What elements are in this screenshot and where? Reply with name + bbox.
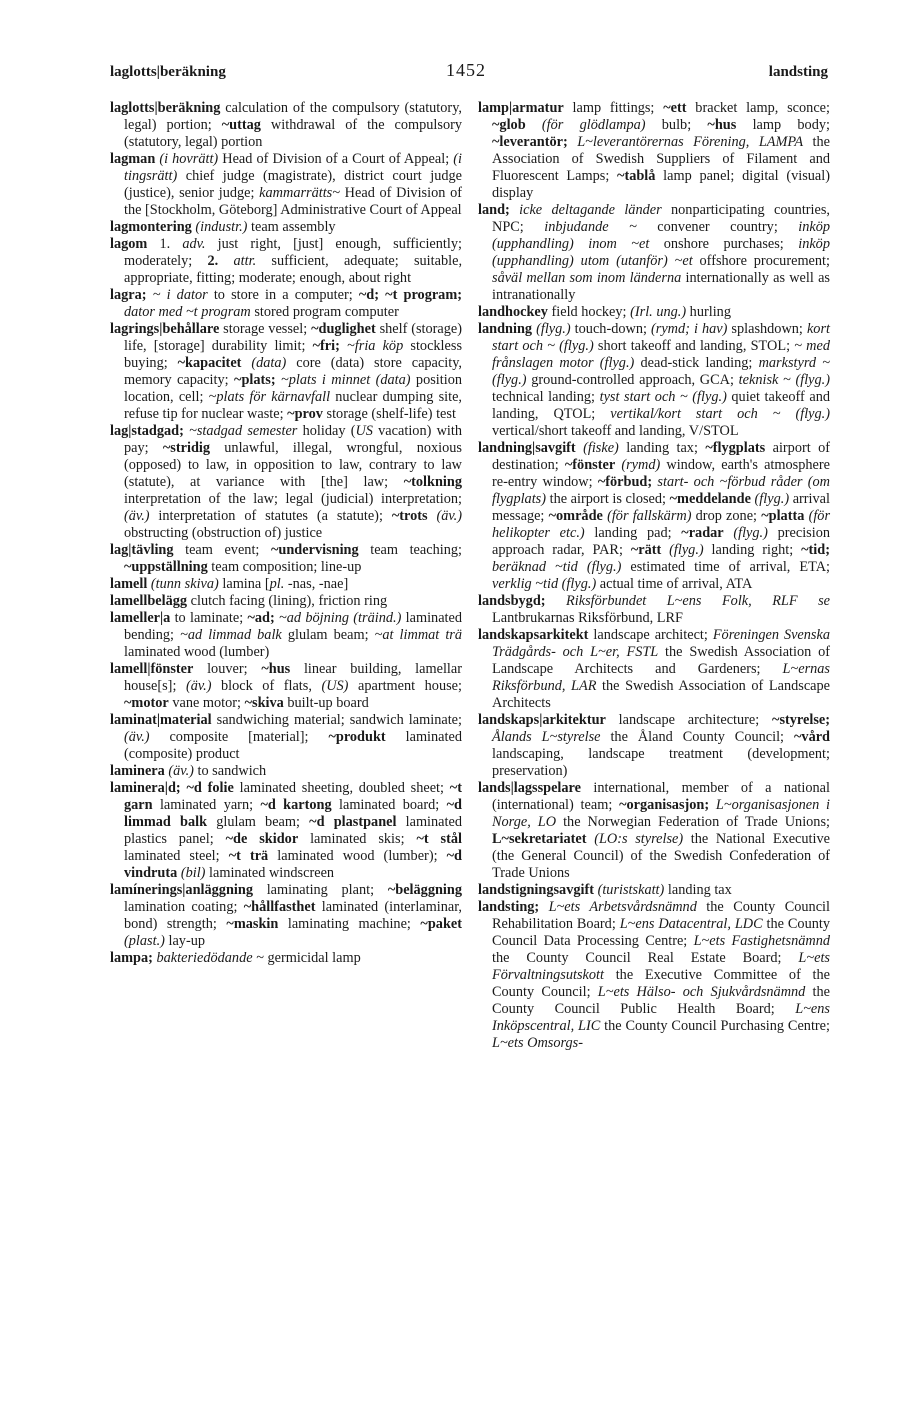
entry-text: the County Council Data Processing Centre; [492, 916, 831, 949]
entry-text: team composition; line-up [207, 559, 362, 575]
entry-text [340, 338, 347, 354]
entry-headword: landning [478, 321, 533, 337]
dictionary-entry [110, 763, 462, 780]
entry-text: lay-up [164, 933, 206, 949]
entry-text: the County Council Purchasing Centre; [600, 1018, 831, 1034]
entry-italic-text: (tunn skiva) [150, 576, 219, 592]
entry-text: apartment house; [348, 678, 462, 694]
entry-italic-text: (rymd) [621, 457, 661, 473]
entry-text: louver; [193, 661, 262, 677]
entry-headword: landhockey [478, 304, 548, 320]
entry-text: team event; [173, 542, 271, 558]
entry-headword: ~de skidor [225, 831, 299, 847]
entry-italic-text: (flyg.) [733, 525, 768, 541]
entry-italic-text: markstyrd ~ (flyg.) [492, 355, 830, 388]
entry-headword: ~leverantör; [492, 134, 568, 150]
entry-text: lamp fittings; [563, 100, 664, 116]
entry-headword: ~område [548, 508, 603, 524]
entry-text: laminated plastics panel; [124, 814, 462, 847]
entry-text: lamp body; [736, 117, 830, 133]
entry-italic-text: (för glödlampa) [541, 117, 646, 133]
dictionary-entry [110, 593, 462, 610]
entry-headword: ~duglighet [311, 321, 376, 337]
entry-text: nuclear dumping site, refuse tip for nuclear waste; [124, 389, 463, 422]
page-number: 1452 [446, 60, 486, 80]
entry-text: stored program computer [250, 304, 399, 320]
entry-italic-text: L~ets Hälso- och Sjukvårdsnämnd [597, 984, 806, 1000]
entry-text: laminated board; [331, 797, 447, 813]
entry-headword: L~sekretariatet [492, 831, 587, 847]
entry-text: hurling [686, 304, 731, 320]
entry-headword: laminera [110, 763, 165, 779]
entry-italic-text: (data) [251, 355, 287, 371]
entry-text [661, 542, 669, 558]
entry-headword: lamellbelägg [110, 593, 188, 609]
entry-headword: laglotts|beräkning [110, 100, 221, 116]
left-column [110, 100, 462, 967]
dictionary-entry [110, 712, 462, 763]
entry-headword: ~radar [681, 525, 724, 541]
dictionary-entry [110, 287, 462, 321]
entry-italic-text: attr. [233, 253, 257, 269]
entry-italic-text: verklig ~tid (flyg.) [492, 576, 597, 592]
entry-headword: 2. [207, 253, 219, 269]
entry-text: actual time of arrival, ATA [596, 576, 753, 592]
entry-headword: ~hållfasthet [243, 899, 316, 915]
entry-text: quiet takeoff and landing, QTOL; [492, 389, 830, 422]
entry-text: field hockey; [547, 304, 631, 320]
entry-italic-text: kort start och ~ (flyg.) [492, 321, 830, 354]
entry-text: the National Executive (the General Council) of the Swedish Confederation of Trade Unions [492, 831, 830, 881]
entry-italic-text: ~ med frånslagen motor (flyg.) [492, 338, 830, 371]
entry-headword: ~tolkning [403, 474, 462, 490]
entry-italic-text: L~ets Arbetsvårdsnämnd [548, 899, 697, 915]
entry-text [241, 355, 251, 371]
entry-headword: lamell [110, 576, 148, 592]
entry-headword: ~t trä [228, 848, 269, 864]
entry-headword: lagmontering [110, 219, 192, 235]
entry-headword: lamínerings|anläggning [110, 882, 253, 898]
entry-text: the County Council Rehabilitation Board; [492, 899, 830, 932]
entry-text: vane motor; [168, 695, 245, 711]
entry-headword: lagrings|behållare [110, 321, 220, 337]
entry-text: window, earth's atmosphere re-entry window; [492, 457, 830, 490]
entry-headword: ~paket [420, 916, 462, 932]
entry-text: the Åland County Council; [600, 729, 794, 745]
entry-text: holiday ( [297, 423, 356, 439]
entry-headword: ~d vindruta [124, 848, 463, 881]
entry-italic-text: (LO:s styrelse) [594, 831, 684, 847]
entry-text: Head of Division of the [Stockholm, Göteborg] Administrative Court of Appeal [124, 185, 462, 218]
entry-text: lamp panel; digital (visual) display [492, 168, 830, 201]
entry-headword: ~glob [492, 117, 526, 133]
dictionary-entry [110, 882, 462, 950]
entry-italic-text: (för helikopter etc.) [492, 508, 831, 541]
entry-headword: lag|stadgad; [110, 423, 184, 439]
entry-text: technical landing; [492, 389, 600, 405]
entry-italic-text: (US) [321, 678, 349, 694]
entry-italic-text: L~ens Datacentral, LDC [619, 916, 763, 932]
dictionary-entry [478, 321, 830, 440]
entry-italic-text: tyst start och ~ (flyg.) [599, 389, 727, 405]
entry-text: glulam beam; [281, 627, 375, 643]
entry-headword: ~tid; [801, 542, 830, 558]
entry-headword: ~tablå [617, 168, 656, 184]
entry-text: germicidal lamp [263, 950, 361, 966]
dictionary-entry [478, 100, 830, 202]
entry-text: short takeoff and landing, STOL; [593, 338, 795, 354]
entry-text: obstructing (obstruction of) justice [124, 525, 323, 541]
entry-text: airport of destination; [492, 440, 830, 473]
entry-italic-text: beräknad ~tid (flyg.) [492, 559, 622, 575]
entry-text: -nas, -nae] [284, 576, 349, 592]
dictionary-entry [110, 423, 462, 542]
left-running-headword: laglotts|beräkning [110, 64, 226, 80]
entry-text: touch-down; [570, 321, 651, 337]
entry-text: lamination coating; [124, 899, 244, 915]
entry-text: precision approach radar, PAR; [492, 525, 830, 558]
entry-text: landscape architect; [588, 627, 713, 643]
entry-italic-text: inköp (upphandling) inom ~et [492, 219, 831, 252]
dictionary-entry [110, 950, 462, 967]
dictionary-entry [478, 440, 830, 593]
entry-italic-text: adv. [182, 236, 206, 252]
entry-italic-text: ~at limmat trä [374, 627, 463, 643]
entry-text: laminated yarn; [152, 797, 261, 813]
entry-text: to store in a computer; [207, 287, 359, 303]
entry-text: arrival message; [492, 491, 830, 524]
entry-text [218, 253, 233, 269]
entry-headword: ~undervisning [270, 542, 359, 558]
entry-italic-text: L~organisasjonen i Norge, LO [492, 797, 830, 830]
entry-headword: laminat|material [110, 712, 212, 728]
entry-headword: ~organisasjon; [619, 797, 710, 813]
entry-text: the Swedish Association of Landscape Architects and Gardeners; [492, 644, 831, 677]
entry-headword: lampa; [110, 950, 153, 966]
entry-text: landing tax [664, 882, 732, 898]
entry-headword: ~fri; [312, 338, 340, 354]
entry-text: composite [material]; [149, 729, 329, 745]
entry-headword: land; [478, 202, 510, 218]
entry-headword: ~maskin [226, 916, 279, 932]
entry-text: interpretation of the law; legal (judicial) interpretation; [124, 491, 462, 507]
entry-text: laminated wood (lumber) [124, 644, 270, 660]
entry-headword: landsting; [478, 899, 540, 915]
entry-text: sufficient, adequate; suitable, appropriate, fitting; moderate; enough, about right [124, 253, 463, 286]
entry-text: team teaching; [358, 542, 462, 558]
entry-headword: ~förbud; [597, 474, 653, 490]
entry-italic-text: L~ernas Riksförbund, LAR [492, 661, 830, 694]
dictionary-entry [110, 610, 462, 661]
entry-italic-text: Föreningen Svenska Trädgårds- och L~er, FSTL [492, 627, 830, 660]
entry-text: just right, [just] enough, sufficiently; moderately; [124, 236, 462, 269]
entry-headword: lag|tävling [110, 542, 174, 558]
entry-text: the County Council Real Estate Board; [492, 950, 799, 966]
entry-text: built-up board [283, 695, 369, 711]
page-header [110, 60, 828, 84]
entry-italic-text: teknisk ~ (flyg.) [738, 372, 830, 388]
entry-text: laminated windscreen [205, 865, 335, 881]
dictionary-entry [110, 576, 462, 593]
entry-italic-text: såväl mellan som inom länderna [492, 270, 682, 286]
dictionary-entry [478, 780, 830, 882]
entry-headword: lamp|armatur [478, 100, 564, 116]
entry-italic-text: (i tingsrätt) [124, 151, 462, 184]
entry-text: bulb; [645, 117, 708, 133]
entry-text: dead-stick landing; [634, 355, 759, 371]
entry-text: storage vessel; [219, 321, 312, 337]
entry-headword: lands|lagsspelare [478, 780, 581, 796]
entry-headword: ~hus [261, 661, 291, 677]
entry-italic-text: (äv.) [436, 508, 462, 524]
right-running-headword: landsting [768, 64, 828, 80]
entry-headword: lagra; [110, 287, 147, 303]
dictionary-entry [110, 780, 462, 882]
entry-italic-text: (äv.) [124, 729, 150, 745]
entry-italic-text: kammarrätts~ [259, 185, 340, 201]
entry-headword: ~platta [761, 508, 805, 524]
dictionary-entry [110, 321, 462, 423]
entry-text: clutch facing (lining), friction ring [187, 593, 388, 609]
entry-text: Head of Division of a Court of Appeal; [218, 151, 454, 167]
entry-italic-text: (rymd; i hav) [651, 321, 728, 337]
entry-text [526, 117, 542, 133]
entry-italic-text: (fiske) [583, 440, 619, 456]
entry-italic-text: (äv.) [124, 508, 150, 524]
entry-text: chief judge (magistrate), district court judge (justice), senior judge; [124, 168, 462, 201]
entry-text: 1. [147, 236, 183, 252]
entry-text: calculation of the compulsory (statutory, legal) portion; [124, 100, 462, 133]
dictionary-entry [478, 712, 830, 780]
entry-headword: landskaps|arkitektur [478, 712, 606, 728]
entry-text: nonparticipating countries, NPC; [492, 202, 831, 235]
entry-headword: ~styrelse; [772, 712, 830, 728]
entry-text: the County Council Public Health Board; [492, 984, 831, 1017]
entry-text: landscaping, landscape treatment (development; preservation) [492, 746, 830, 779]
entry-italic-text: ~plats för kärnavfall [208, 389, 331, 405]
entry-headword: ~flygplats [705, 440, 766, 456]
entry-text: bracket lamp, sconce; [686, 100, 830, 116]
entry-text: onshore purchases; [649, 236, 799, 252]
entry-text: core (data) store capacity, memory capacity; [124, 355, 462, 388]
entry-headword: ~skiva [244, 695, 284, 711]
dictionary-entry [110, 236, 462, 287]
entry-text: offshore procurement; [692, 253, 830, 269]
entry-text [724, 525, 734, 541]
entry-headword: landstigningsavgift [478, 882, 594, 898]
dictionary-entry [478, 593, 830, 627]
entry-text [546, 593, 566, 609]
entry-text: laminated steel; [124, 848, 229, 864]
right-column [478, 100, 830, 1052]
entry-italic-text: L~ets Omsorgs- [492, 1035, 584, 1051]
entry-text: position location, cell; [124, 372, 462, 405]
entry-headword: ~vård [793, 729, 831, 745]
entry-text: laminated (composite) product [124, 729, 462, 762]
entry-headword: ~d limmad balk [124, 797, 462, 830]
entry-headword: landning|savgift [478, 440, 576, 456]
entry-headword: ~stridig [162, 440, 211, 456]
entry-text: landscape architecture; [605, 712, 773, 728]
entry-italic-text: (äv.) [185, 678, 212, 694]
dictionary-entry [110, 100, 462, 151]
entry-italic-text: ~ad limmad balk [180, 627, 282, 643]
entry-headword: ~trots [391, 508, 428, 524]
entry-text: to laminate; [170, 610, 248, 626]
entry-text: internationally as well as intranationally [492, 270, 830, 303]
entry-text: to sandwich [193, 763, 267, 779]
entry-text: storage (shelf-life) test [322, 406, 456, 422]
entry-headword: ~d; ~t program; [358, 287, 463, 303]
dictionary-entry [110, 542, 462, 576]
entry-italic-text: start- och ~förbud råder (om flygplats) [492, 474, 830, 507]
entry-text: laminated skis; [298, 831, 417, 847]
entry-italic-text: (turistskatt) [597, 882, 665, 898]
entry-text: splashdown; [727, 321, 807, 337]
entry-italic-text: ~plats i minnet (data) [281, 372, 411, 388]
entry-text [510, 202, 519, 218]
entry-text: sandwiching material; sandwich laminate; [211, 712, 462, 728]
entry-italic-text: pl. [269, 576, 285, 592]
entry-text: landing pad; [584, 525, 682, 541]
entry-text: landing right; [703, 542, 802, 558]
entry-text [539, 899, 548, 915]
entry-text: laminating machine; [278, 916, 421, 932]
entry-headword: landskapsarkitekt [478, 627, 589, 643]
entry-italic-text: (bil) [180, 865, 206, 881]
dictionary-entry [478, 882, 830, 899]
entry-text: laminated wood (lumber); [268, 848, 447, 864]
entry-italic-text: icke deltagande länder [519, 202, 662, 218]
entry-text: laminating plant; [252, 882, 388, 898]
entry-italic-text: L~ets Fastighetsnämnd [693, 933, 830, 949]
entry-text: stockless buying; [124, 338, 463, 371]
entry-text: laminated (interlaminar, bond) strength; [124, 899, 462, 932]
entry-italic-text: (för fallskärm) [607, 508, 692, 524]
dictionary-entry [110, 151, 462, 219]
entry-text [709, 797, 716, 813]
entry-italic-text: (i hovrätt) [159, 151, 219, 167]
entry-text: team assembly [247, 219, 336, 235]
dictionary-entry [478, 627, 830, 712]
entry-italic-text: (äv.) [168, 763, 194, 779]
entry-headword: lagman [110, 151, 156, 167]
entry-text: laminated bending; [124, 610, 463, 643]
dictionary-entry [478, 899, 830, 1052]
entry-headword: ~d folie [186, 780, 234, 796]
entry-headword: lamell|fönster [110, 661, 194, 677]
entry-headword: ~kapacitet [177, 355, 242, 371]
entry-italic-text: ~ i dator [152, 287, 208, 303]
entry-text: glulam beam; [207, 814, 310, 830]
entry-text: international, member of a national (international) team; [492, 780, 830, 813]
entry-headword: lameller|a [110, 610, 171, 626]
entry-italic-text: L~ens Inköpscentral, LIC [492, 1001, 830, 1034]
entry-text: interpretation of statutes (a statute); [149, 508, 392, 524]
entry-text: lamina [ [218, 576, 270, 592]
entry-text: the Swedish Association of Landscape Architects [492, 678, 830, 711]
entry-text [576, 440, 583, 456]
entry-text: Lantbrukarnas Riksförbund, LRF [492, 610, 683, 626]
entry-italic-text: (Irl. ung.) [630, 304, 687, 320]
dictionary-entry [110, 219, 462, 236]
entry-headword: ~prov [287, 406, 323, 422]
entry-headword: ~ett [663, 100, 687, 116]
entry-headword: landsbygd; [478, 593, 546, 609]
entry-headword: ~beläggning [387, 882, 462, 898]
entry-headword: ~plats; [234, 372, 276, 388]
entry-italic-text: dator med ~t program [124, 304, 251, 320]
entry-text: withdrawal of the compulsory (statutory, legal) portion [124, 117, 463, 150]
entry-text: linear building, lamellar house[s]; [124, 661, 462, 694]
entry-text: the Executive Committee of the County Council; [492, 967, 830, 1000]
entry-italic-text: Ålands L~styrelse [492, 729, 601, 745]
entry-text: convener country; [636, 219, 799, 235]
entry-headword: ~produkt [328, 729, 386, 745]
entry-text: the Norwegian Federation of Trade Unions; [556, 814, 830, 830]
dictionary-entry [478, 202, 830, 304]
entry-text: the Association of Swedish Suppliers of Filament and Fluorescent Lamps; [492, 134, 830, 184]
entry-text: shelf (storage) life, [storage] durability limit; [124, 321, 463, 354]
entry-text: the airport is closed; [546, 491, 670, 507]
dictionary-entry [478, 304, 830, 321]
entry-headword: ~ad; [247, 610, 275, 626]
entry-italic-text: ~fria köp [347, 338, 404, 354]
entry-italic-text: US [355, 423, 373, 439]
entry-text: vertical/short takeoff and landing, V/STOL [492, 423, 739, 439]
entry-text: block of flats, [211, 678, 322, 694]
entry-headword: ~d plastpanel [309, 814, 397, 830]
entry-text: unlawful, illegal, wrongful, noxious (opposed) to law, in opposition to law, contrary to law (statute), at variance with [the] law; [124, 440, 462, 490]
entry-italic-text: (flyg.) [754, 491, 790, 507]
entry-italic-text: ~stadgad semester [189, 423, 298, 439]
entry-italic-text: (plast.) [124, 933, 165, 949]
entry-headword: ~t garn [124, 780, 462, 813]
entry-text [568, 134, 577, 150]
entry-italic-text: (flyg.) [536, 321, 571, 337]
entry-text: ground-controlled approach, GCA; [526, 372, 739, 388]
entry-headword: ~motor [124, 695, 169, 711]
entry-headword: ~rätt [630, 542, 662, 558]
entry-italic-text: (flyg.) [669, 542, 704, 558]
entry-italic-text: bakteriedödande ~ [156, 950, 264, 966]
entry-headword: lagom [110, 236, 148, 252]
entry-headword: laminera|d; [110, 780, 181, 796]
entry-headword: ~uttag [221, 117, 261, 133]
entry-italic-text: vertikal/kort start och ~ (flyg.) [610, 406, 830, 422]
entry-headword: ~t stål [416, 831, 462, 847]
entry-text: estimated time of arrival, ETA; [621, 559, 830, 575]
entry-headword: ~uppställning [124, 559, 208, 575]
entry-text: laminated sheeting, doubled sheet; [233, 780, 450, 796]
entry-headword: ~d kartong [260, 797, 332, 813]
entry-headword: ~hus [707, 117, 737, 133]
entry-italic-text: L~leverantörernas Förening, LAMPA [577, 134, 804, 150]
entry-italic-text: Riksförbundet L~ens Folk, RLF se [566, 593, 830, 609]
entry-headword: ~fönster [564, 457, 616, 473]
entry-italic-text: inbjudande ~ [544, 219, 637, 235]
dictionary-entry [110, 661, 462, 712]
entry-italic-text: (industr.) [195, 219, 248, 235]
entry-italic-text: L~ets Förvaltningsutskott [492, 950, 830, 983]
entry-italic-text: inköp (upphandling) utom (utanför) ~et [492, 236, 830, 269]
entry-text: landing tax; [618, 440, 706, 456]
entry-text: vacation) with pay; [124, 423, 462, 456]
entry-headword: ~meddelande [669, 491, 751, 507]
entry-italic-text: ~ad böjning (träind.) [279, 610, 402, 626]
entry-text: drop zone; [691, 508, 762, 524]
